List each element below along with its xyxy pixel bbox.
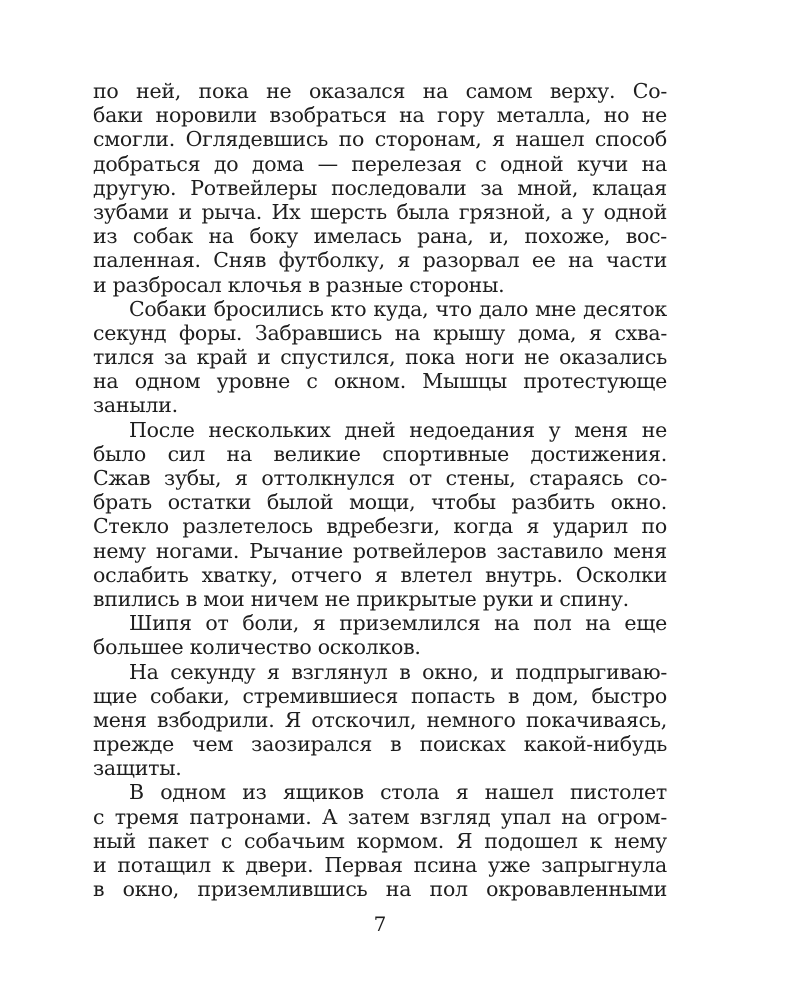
text-line: секунд форы. Забравшись на крышу дома, я схва- — [93, 320, 667, 345]
body-text — [93, 79, 667, 901]
text-line: меня взбодрили. Я отскочил, немного покачиваясь, — [93, 707, 667, 732]
text-line: щие собаки, стремившиеся попасть в дом, быстро — [93, 683, 667, 708]
text-line: В одном из ящиков стола я нашел пистолет — [129, 780, 667, 805]
text-line: Сжав зубы, я оттолкнулся от стены, стараясь со- — [93, 466, 667, 490]
text-line: из собак на боку имелась рана, и, похоже, вос- — [93, 224, 667, 249]
text-line: Собаки бросились кто куда, что дало мне десяток — [129, 296, 667, 321]
text-line: на одном уровне с окном. Мышцы протестующе — [93, 369, 667, 394]
text-line: было сил на великие спортивные достижения. — [93, 441, 667, 466]
text-line: впились в мои ничем не прикрытые руки и спину. — [93, 586, 629, 611]
text-line: тился за край и спустился, пока ноги не оказались — [93, 345, 667, 370]
text-line: зубами и рыча. Их шерсть была грязной, а у одной — [93, 199, 667, 224]
text-line: большее количество осколков. — [93, 635, 421, 660]
text-line: На секунду я взглянул в окно, и подпрыгиваю- — [129, 659, 667, 684]
text-line: Шипя от боли, я приземлился на пол на еще — [129, 611, 667, 636]
text-line: Стекло разлетелось вдребезги, когда я ударил по — [93, 514, 667, 539]
text-line: с тремя патронами. А затем взгляд упал на огром- — [93, 804, 667, 829]
text-line: заныли. — [93, 393, 178, 418]
text-line: смогли. Оглядевшись по сторонам, я нашел способ — [93, 127, 667, 152]
text-line: в окно, приземлившись на пол окровавленными — [93, 877, 667, 902]
text-line: по ней, пока не оказался на самом верху. Со- — [93, 79, 667, 103]
text-line: добраться до дома — перелезая с одной кучи на — [93, 151, 667, 176]
text-line: ный пакет с собачьим кормом. Я подошел к нему — [93, 828, 667, 853]
text-line: защиты. — [93, 756, 182, 781]
text-line: другую. Ротвейлеры последовали за мной, клацая — [93, 175, 667, 200]
page-number: 7 — [373, 912, 387, 936]
text-line: После нескольких дней недоедания у меня не — [129, 417, 667, 442]
text-line: и потащил к двери. Первая псина уже запрыгнула — [93, 853, 667, 877]
text-line: ослабить хватку, отчего я влетел внутрь. Осколки — [93, 562, 667, 587]
text-line: нему ногами. Рычание ротвейлеров заставило меня — [93, 538, 667, 563]
text-line: брать остатки былой мощи, чтобы разбить окно. — [93, 490, 667, 515]
text-line: прежде чем заозирался в поисках какой-нибудь — [93, 732, 667, 757]
text-line: паленная. Сняв футболку, я разорвал ее на части — [93, 248, 667, 273]
text-line: и разбросал клочья в разные стороны. — [93, 272, 505, 297]
text-line: баки норовили взобраться на гору металла, но не — [93, 103, 667, 128]
